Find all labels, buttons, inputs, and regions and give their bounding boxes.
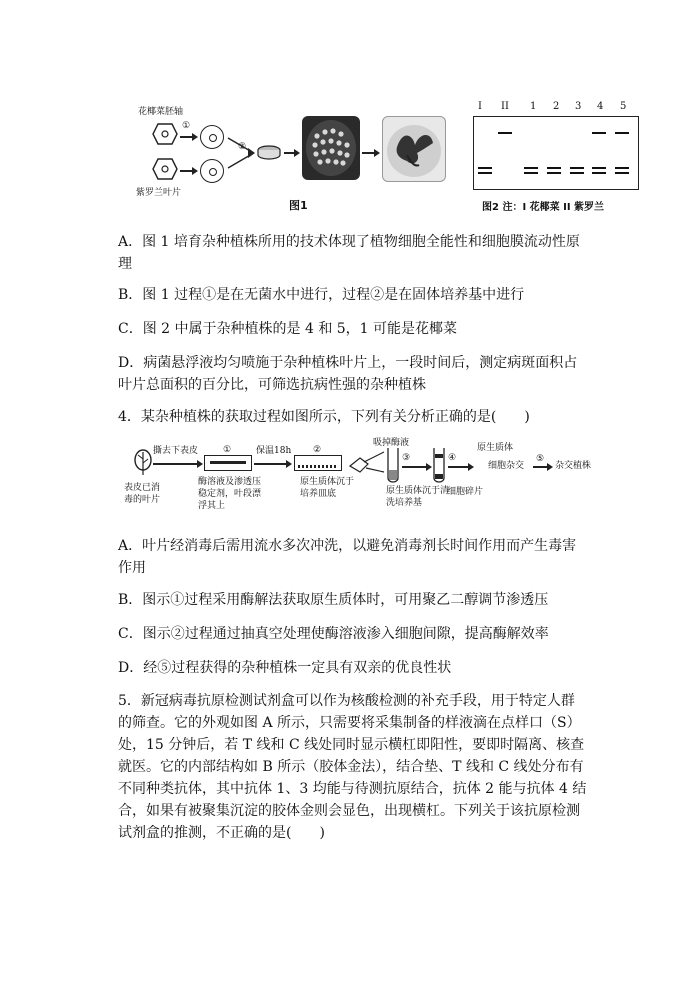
lane-header [475, 99, 635, 116]
band-3-lower-b [570, 172, 584, 174]
band-2-lower-b [547, 172, 561, 174]
leaf-cell-icon [152, 157, 178, 181]
arrow-3 [362, 152, 378, 154]
band-5-lower-a [615, 167, 629, 169]
q4-option-a: A．叶片经消毒后需用流水多次冲洗，以避免消毒剂长时间作用而产生毒害作用 [118, 538, 577, 576]
lane-label-4: 4 [597, 101, 604, 112]
arrow-keep-temp [254, 463, 290, 465]
test-tube-2 [432, 446, 446, 484]
lane-label-3: 3 [575, 101, 582, 112]
q5-stem: 5．新冠病毒抗原检测试剂盒可以作为核酸检测的补充手段，用于特定人群的筛查。它的外观如图 A 所示，只需要将采集制备的样液滴在点样口（S）处，15 分钟后，若 T 线和 C 线处同时显示横杠即阳性，要即时隔离、核查就医。它的内部结构如 B 所示（胶体金法），结合垫、T 线和 C 线处分布有不同种类抗体，其中抗体 1、3 均能与待测抗原结合，抗体 2 能与抗体 4 结合，如果有被聚集沉淀的胶体金则会显色，出现横杠。下列关于该抗原检测试剂盒的推测，不正确的是( ) [118, 693, 587, 841]
band-3-lower-a [570, 167, 584, 169]
band-II-upper [498, 132, 512, 134]
plantlet-photo [382, 116, 446, 182]
gel-box [473, 116, 639, 190]
arrow-2 [284, 152, 298, 154]
step2-label: ② [238, 142, 247, 152]
band-5-upper [615, 132, 629, 134]
protoplast-1-icon [200, 125, 224, 149]
band-1-lower-a [524, 167, 538, 169]
fusion-arrows-icon [226, 130, 256, 176]
label-stock-leaf: 紫罗兰叶片 [136, 188, 182, 198]
step5-label-4: ⑤ [536, 454, 545, 464]
q3-option-c: C．图 2 中属于杂种植株的是 4 和 5，1 可能是花椰菜 [118, 321, 458, 337]
band-I-lower-b [478, 172, 492, 174]
step2-label-4: ② [313, 445, 322, 455]
arrow-1b [180, 170, 196, 172]
arrow-1a [180, 136, 196, 138]
fragments-label: 细胞碎片 [447, 487, 484, 497]
lane-label-1: 1 [530, 101, 537, 112]
arrow-step4 [448, 466, 472, 468]
band-1-lower-b [524, 172, 538, 174]
band-I-lower-a [478, 167, 492, 169]
sink-note: 原生质体沉于培养皿底 [300, 477, 355, 499]
figure-2-caption: 图2 注：I 花椰菜 II 紫罗兰 [482, 202, 605, 213]
band-4-lower-b [592, 172, 606, 174]
q4-option-b: B．图示①过程采用酶解法获取原生质体时，可用聚乙二醇调节渗透压 [118, 592, 549, 608]
protoplast-2-icon [200, 159, 224, 183]
arrow-step5 [533, 466, 551, 468]
q4-stem: 4．某杂种植株的获取过程如图所示，下列有关分析正确的是( ) [118, 409, 530, 425]
step4-label-4: ④ [448, 453, 457, 463]
q3-option-a: A．图 1 培育杂种植株所用的技术体现了植物细胞全能性和细胞膜流动性原理 [118, 234, 580, 272]
figure-1-caption: 图1 [289, 199, 308, 212]
arrow-tear [153, 463, 201, 465]
dish-1 [204, 455, 252, 471]
hypocotyl-cell-icon [152, 122, 178, 146]
lane-label-5: 5 [620, 101, 627, 112]
wash-note: 原生质体沉于清洗培养基 [386, 486, 450, 508]
protoplast-label: 原生质体 [477, 443, 514, 453]
hybrid-label: 杂交植株 [555, 461, 592, 471]
absorb-label: 吸掉酶液 [373, 438, 410, 448]
culture-dish-icon [256, 144, 282, 162]
callus-photo [302, 116, 360, 180]
lane-label-II: II [501, 101, 509, 112]
keep-temp-label: 保温18h [256, 446, 292, 456]
band-4-upper [592, 132, 606, 134]
enzyme-note: 酶溶液及渗透压稳定剂，叶段漂浮其上 [198, 477, 262, 511]
band-2-lower-a [547, 167, 561, 169]
step1-label: ① [182, 121, 191, 131]
label-cauliflower-hypocotyl: 花椰菜胚轴 [138, 107, 184, 117]
step1-label-4: ① [223, 445, 232, 455]
lane-label-2: 2 [553, 101, 560, 112]
band-5-lower-b [615, 172, 629, 174]
test-tube-1 [386, 446, 400, 484]
step3-label-4: ③ [402, 453, 411, 463]
q4-option-d: D．经⑤过程获得的杂种植株一定具有双亲的优良性状 [118, 660, 452, 676]
q3-option-b: B．图 1 过程①是在无菌水中进行，过程②是在固体培养基中进行 [118, 287, 525, 303]
leaf-label: 表皮已消毒的叶片 [124, 483, 161, 505]
lane-label-I: I [478, 101, 482, 112]
band-4-lower-a [592, 167, 606, 169]
pipette-icon [346, 450, 386, 474]
leaf-icon [132, 449, 154, 477]
cell-fusion-label: 细胞杂交 [488, 461, 525, 471]
arrow-step3 [402, 466, 430, 468]
q3-option-d: D．病菌悬浮液均匀喷施于杂种植株叶片上，一段时间后，测定病斑面积占叶片总面积的百分比，可筛选抗病性强的杂种植株 [118, 355, 578, 393]
dish-2 [294, 455, 342, 471]
q4-option-c: C．图示②过程通过抽真空处理使酶溶液渗入细胞间隙，提高酶解效率 [118, 626, 549, 642]
tear-label: 撕去下表皮 [153, 446, 199, 456]
